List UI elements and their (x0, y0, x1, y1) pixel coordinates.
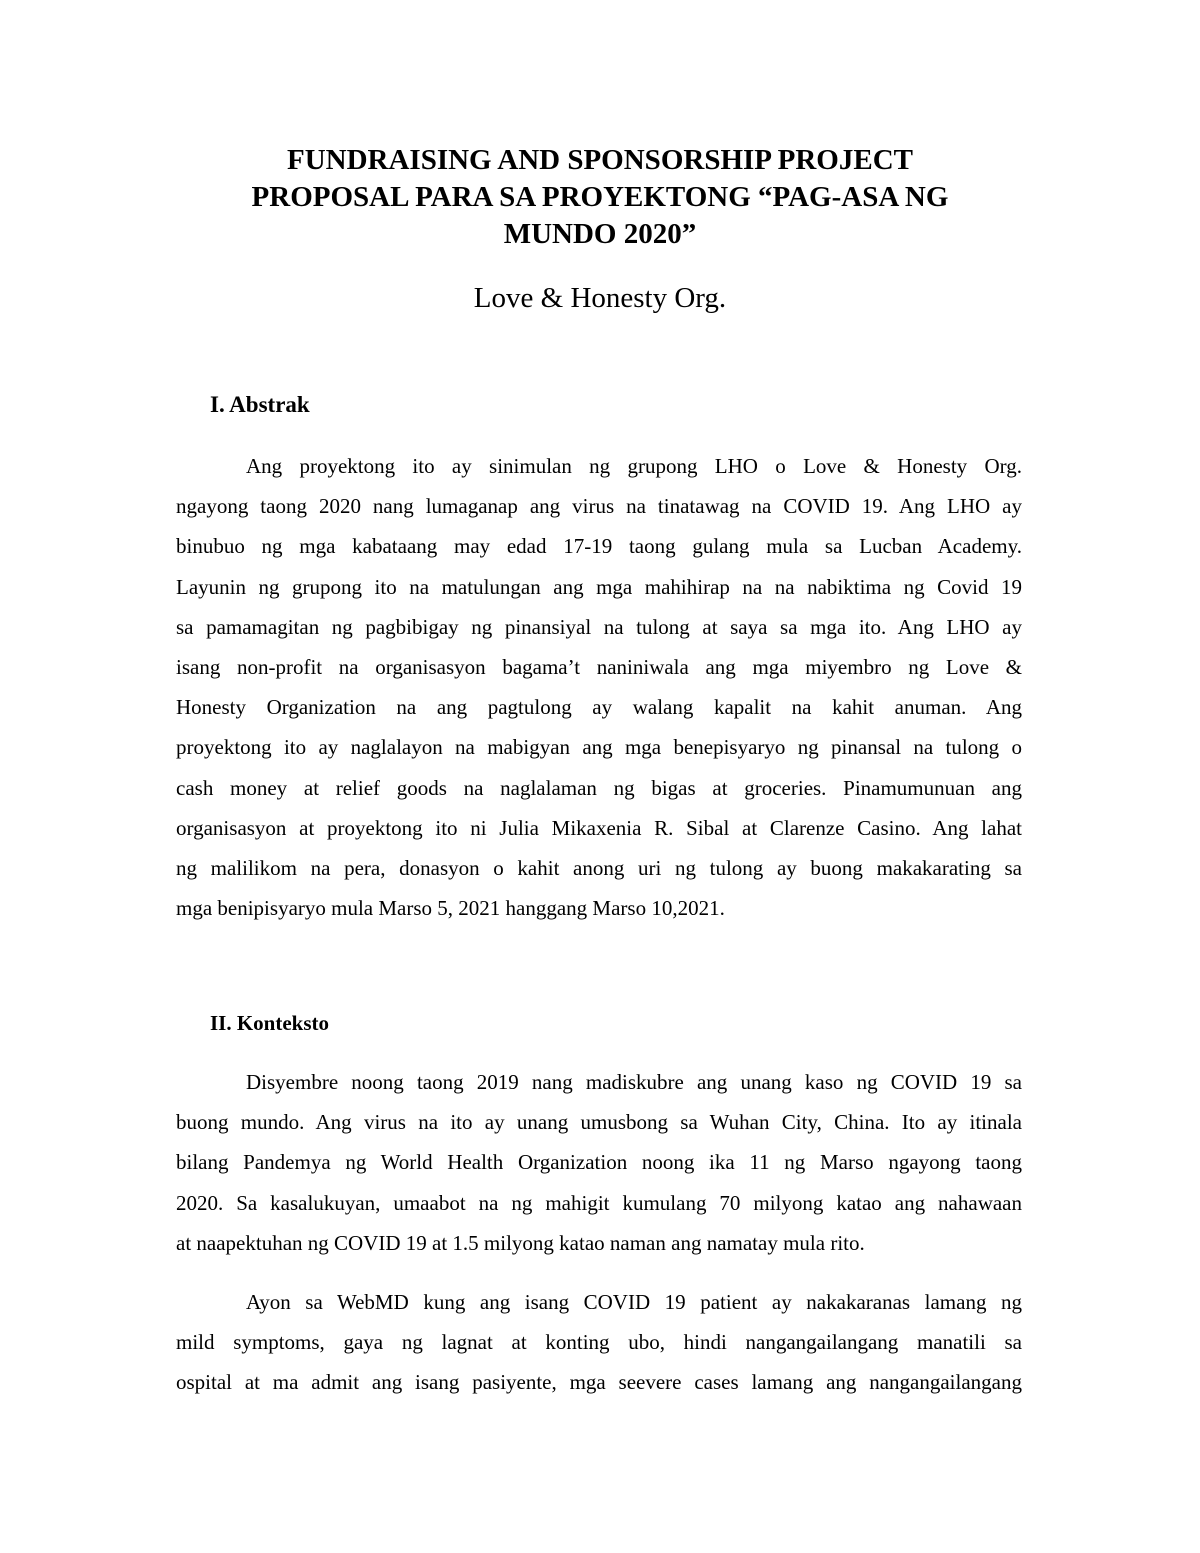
paragraph-line: bilang Pandemya ng World Health Organization noong ika 11 ng Marso ngayong taong (176, 1150, 1022, 1175)
organization-name: Love & Honesty Org. (473, 282, 727, 314)
paragraph-line: ng malilikom na pera, donasyon o kahit anong uri ng tulong ay buong makakarating sa (176, 855, 1022, 880)
paragraph-line: sa pamamagitan ng pagbibigay ng pinansiyal na tulong at saya sa mga ito. Ang LHO ay (176, 614, 1022, 639)
konteksto-paragraph-2 (176, 1282, 1022, 1403)
paragraph-line: binubuo ng mga kabataang may edad 17-19 taong gulang mula sa Lucban Academy. (176, 534, 1022, 559)
title-line: MUNDO 2020” (503, 218, 697, 250)
paragraph-line: Ayon sa WebMD kung ang isang COVID 19 patient ay nakakaranas lamang ng (246, 1290, 1022, 1314)
section-heading-abstrak: I. Abstrak (210, 392, 310, 417)
section-heading-konteksto: II. Konteksto (210, 1011, 330, 1035)
paragraph-line: ospital at ma admit ang isang pasiyente, mga seevere cases lamang ang nangangailangang (176, 1370, 1022, 1395)
paragraph-line: buong mundo. Ang virus na ito ay unang umusbong sa Wuhan City, China. Ito ay itinala (176, 1110, 1022, 1135)
paragraph-line: at naapektuhan ng COVID 19 at 1.5 milyong katao naman ang namatay mula rito. (176, 1230, 865, 1255)
paragraph-line: mga benipisyaryo mula Marso 5, 2021 hanggang Marso 10,2021. (176, 896, 725, 921)
konteksto-paragraph-1 (176, 1062, 1022, 1263)
paragraph-line: proyektong ito ay naglalayon na mabigyan ang mga benepisyaryo ng pinansal na tulong o (176, 735, 1022, 760)
paragraph-line: Honesty Organization na ang pagtulong ay walang kapalit na kahit anuman. Ang (176, 695, 1022, 720)
paragraph-line: Ang proyektong ito ay sinimulan ng grupong LHO o Love & Honesty Org. (246, 454, 1022, 478)
paragraph-line: 2020. Sa kasalukuyan, umaabot na ng mahigit kumulang 70 milyong katao ang nahawaan (176, 1190, 1022, 1215)
paragraph-line: ngayong taong 2020 nang lumaganap ang virus na tinatawag na COVID 19. Ang LHO ay (176, 494, 1022, 519)
abstrak-paragraph (176, 446, 1022, 928)
paragraph-line: organisasyon at proyektong ito ni Julia Mikaxenia R. Sibal at Clarenze Casino. Ang lahat (176, 815, 1022, 840)
title-line: PROPOSAL PARA SA PROYEKTONG “PAG-ASA NG (251, 181, 949, 213)
paragraph-line: Disyembre noong taong 2019 nang madiskubre ang unang kaso ng COVID 19 sa (246, 1070, 1022, 1094)
title-line: FUNDRAISING AND SPONSORSHIP PROJECT (286, 144, 913, 176)
paragraph-line: cash money at relief goods na naglalaman ng bigas at groceries. Pinamumunuan ang (176, 775, 1022, 800)
paragraph-line: isang non-profit na organisasyon bagama’t naniniwala ang mga miyembro ng Love & (176, 654, 1022, 679)
paragraph-line: mild symptoms, gaya ng lagnat at konting ubo, hindi nangangailangang manatili sa (176, 1330, 1022, 1355)
paragraph-line: Layunin ng grupong ito na matulungan ang mga mahihirap na na nabiktima ng Covid 19 (176, 574, 1022, 599)
document-title (200, 142, 1000, 253)
